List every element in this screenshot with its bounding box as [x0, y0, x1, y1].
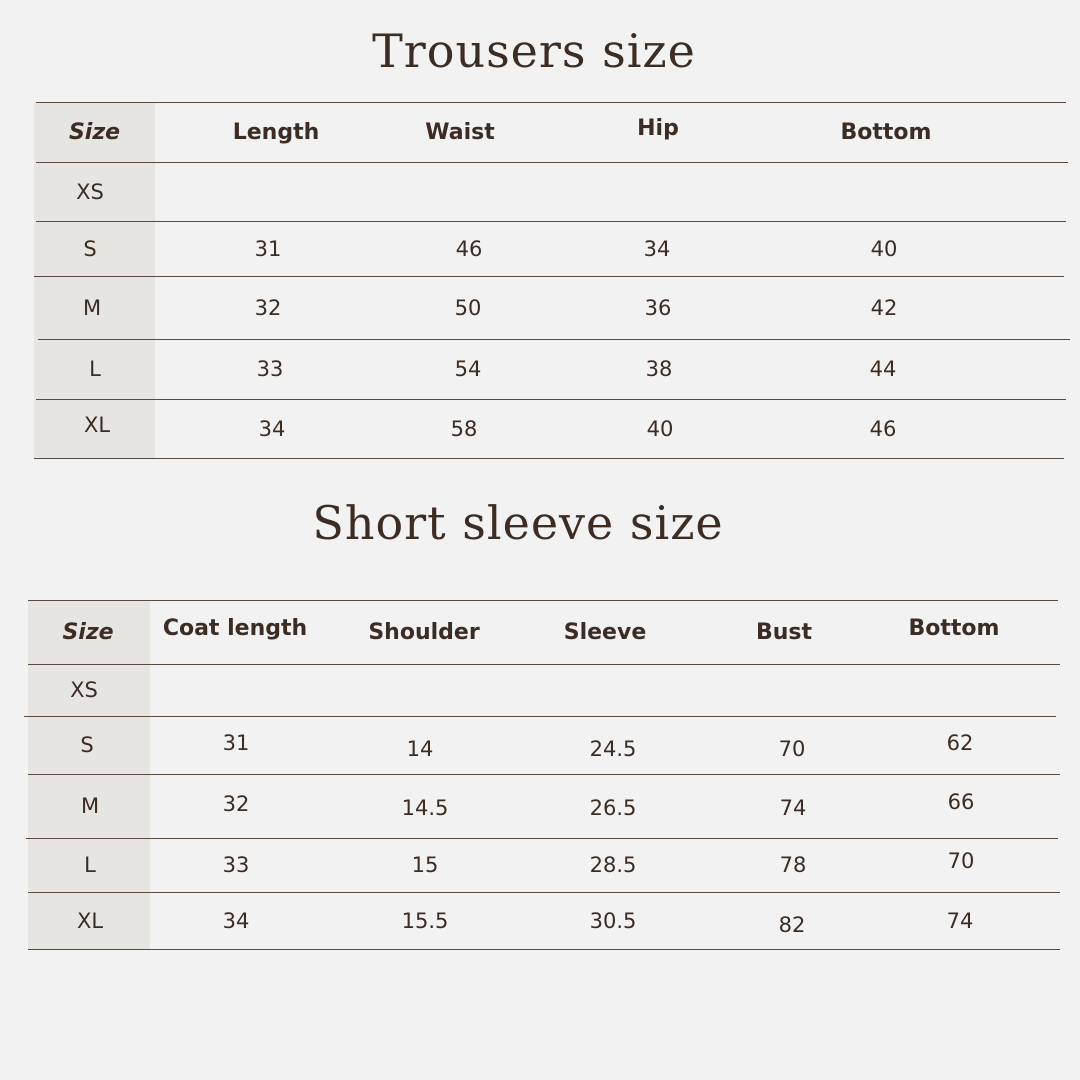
bust-cell: 70 — [778, 737, 806, 761]
table-rule — [24, 716, 1056, 717]
header-shoulder: Shoulder — [368, 619, 480, 645]
length-cell: 32 — [254, 295, 282, 320]
coat-length-cell: 33 — [222, 853, 250, 877]
header-length: Length — [232, 119, 320, 145]
bust-cell: 74 — [779, 796, 807, 820]
size-cell: M — [82, 295, 102, 320]
size-cell: XL — [83, 413, 111, 437]
sleeve-cell: 30.5 — [589, 909, 637, 933]
size-cell: L — [84, 853, 96, 877]
bottom-cell: 74 — [946, 909, 974, 933]
header-bottom: Bottom — [908, 615, 1000, 641]
table-rule — [28, 949, 1060, 950]
hip-cell: 40 — [646, 417, 674, 441]
table-rule — [36, 162, 1068, 163]
coat-length-cell: 32 — [222, 792, 250, 816]
shoulder-cell: 14.5 — [401, 796, 449, 820]
table-rule — [34, 458, 1064, 459]
header-bottom: Bottom — [840, 119, 932, 145]
table-rule — [36, 102, 1066, 103]
hip-cell: 36 — [644, 295, 672, 320]
bust-cell: 78 — [779, 853, 807, 877]
trousers-size-table — [34, 102, 1070, 459]
table-row — [28, 838, 1060, 892]
hip-cell: 34 — [643, 236, 671, 261]
bottom-cell: 40 — [870, 236, 898, 261]
waist-cell: 58 — [450, 417, 478, 441]
bottom-cell: 66 — [947, 790, 975, 814]
table-rule — [36, 399, 1066, 400]
sleeve-cell: 26.5 — [589, 796, 637, 820]
length-cell: 34 — [258, 417, 286, 441]
size-cell: XS — [76, 179, 104, 204]
header-coat-length: Coat length — [162, 615, 308, 641]
sleeve-cell: 28.5 — [589, 853, 637, 877]
header-sleeve: Sleeve — [563, 619, 647, 645]
hip-cell: 38 — [645, 357, 673, 381]
sleeve-cell: 24.5 — [589, 737, 637, 761]
table-rule — [26, 838, 1058, 839]
table-row — [34, 221, 1070, 276]
trousers-size-title: Trousers size — [372, 24, 696, 78]
bottom-cell: 62 — [946, 731, 974, 755]
table-header-row — [28, 600, 1060, 664]
waist-cell: 54 — [454, 357, 482, 381]
table-row — [28, 716, 1060, 774]
header-size: Size — [62, 619, 114, 645]
table-rule — [28, 600, 1058, 601]
header-waist: Waist — [425, 119, 495, 145]
coat-length-cell: 34 — [222, 909, 250, 933]
waist-cell: 46 — [455, 236, 483, 261]
header-hip: Hip — [637, 115, 679, 141]
table-rule — [28, 892, 1060, 893]
short-sleeve-size-title: Short sleeve size — [312, 496, 724, 550]
bottom-cell: 46 — [869, 417, 897, 441]
bottom-cell: 44 — [869, 357, 897, 381]
table-rule — [28, 664, 1060, 665]
table-header-row — [34, 102, 1070, 162]
waist-cell: 50 — [454, 295, 482, 320]
shoulder-cell: 14 — [406, 737, 434, 761]
table-row — [34, 399, 1070, 459]
table-row — [28, 664, 1060, 716]
length-cell: 33 — [256, 357, 284, 381]
size-cell: XS — [70, 678, 98, 702]
table-row — [34, 339, 1070, 399]
table-rule — [28, 774, 1060, 775]
table-rule — [36, 221, 1066, 222]
size-cell: L — [89, 357, 101, 381]
shoulder-cell: 15 — [411, 853, 439, 877]
table-row — [34, 276, 1070, 339]
bottom-cell: 42 — [870, 295, 898, 320]
table-row — [28, 774, 1060, 838]
size-cell: M — [80, 794, 100, 818]
table-rule — [34, 276, 1064, 277]
header-size: Size — [68, 119, 121, 145]
table-row — [28, 892, 1060, 950]
bust-cell: 82 — [778, 913, 806, 937]
size-cell: S — [83, 236, 97, 261]
coat-length-cell: 31 — [222, 731, 250, 755]
shoulder-cell: 15.5 — [401, 909, 449, 933]
table-rule — [38, 339, 1070, 340]
bottom-cell: 70 — [947, 849, 975, 873]
header-bust: Bust — [755, 619, 813, 645]
size-cell: S — [80, 733, 94, 757]
table-row — [34, 162, 1070, 221]
length-cell: 31 — [254, 236, 282, 261]
short-sleeve-size-table — [28, 600, 1060, 950]
size-cell: XL — [76, 909, 104, 933]
